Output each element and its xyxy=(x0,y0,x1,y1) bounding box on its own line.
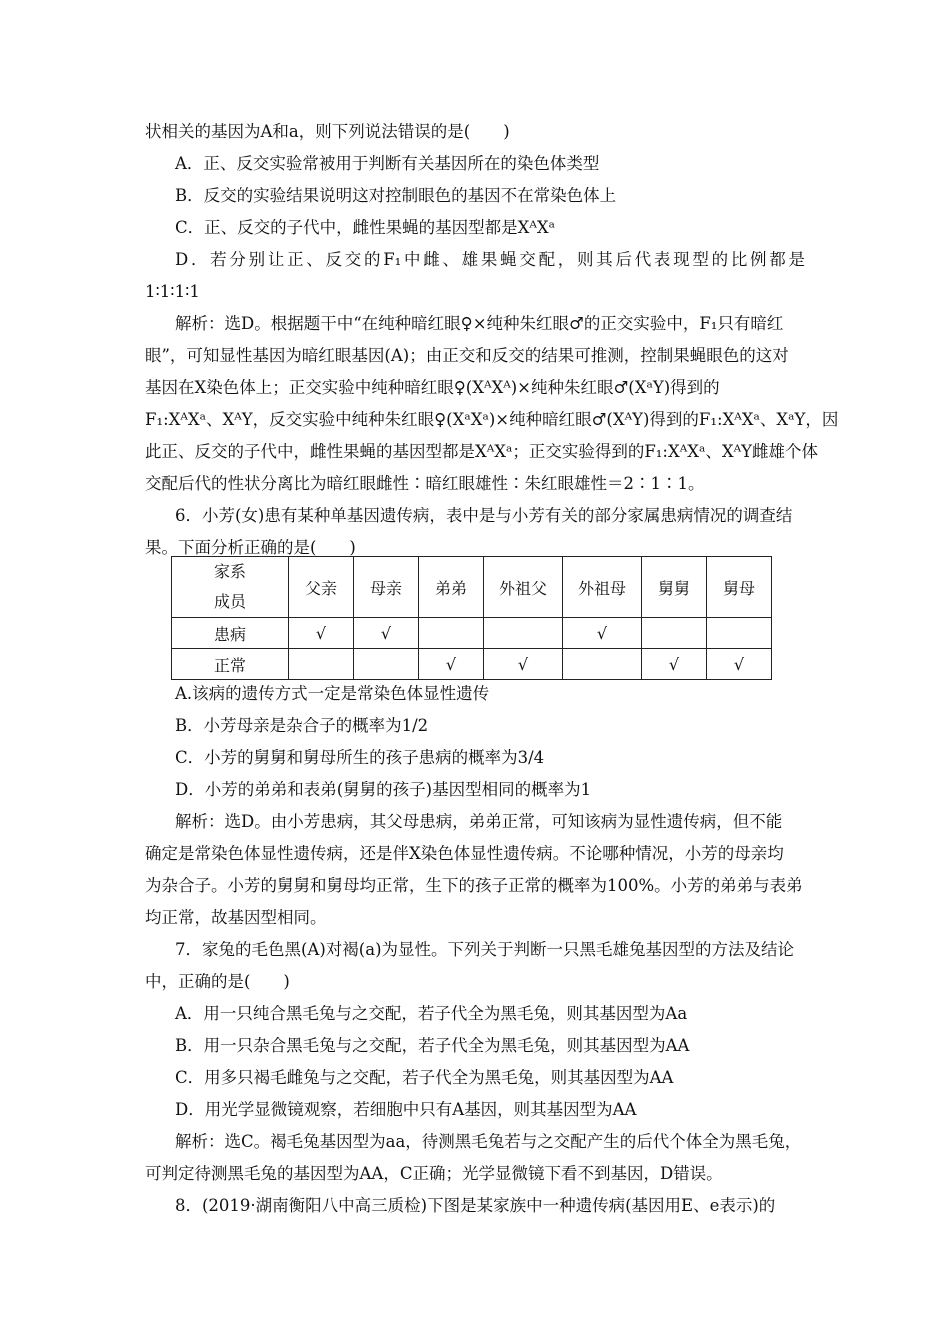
option-b: B．小芳母亲是杂合子的概率为1/2 xyxy=(175,716,429,735)
table-cell: √ xyxy=(484,649,563,680)
analysis: 解析：选D。根据题干中“在纯种暗红眼♀×纯种朱红眼♂的正交实验中，F₁只有暗红 xyxy=(175,314,784,333)
option-d: D．用光学显微镜观察，若细胞中只有A基因，则其基因型为AA xyxy=(175,1100,637,1119)
table-cell: √ xyxy=(642,649,707,680)
text-line: 均正常，故基因型相同。 xyxy=(145,908,327,927)
text-line: 眼”，可知显性基因为暗红眼基因(A)；由正交和反交的结果可推测，控制果蝇眼色的这对 xyxy=(145,346,789,365)
table-header-cell: 外祖母 xyxy=(563,557,642,618)
table-row xyxy=(172,649,772,680)
table-header-cell: 外祖父 xyxy=(484,557,563,618)
table-cell: √ xyxy=(707,649,772,680)
option-c: C．小芳的舅舅和舅母所生的孩子患病的概率为3/4 xyxy=(175,748,545,767)
text-line: 中，正确的是( ) xyxy=(145,972,290,991)
text-line: 可判定待测黑毛兔的基因型为AA，C正确；光学显微镜下看不到基因，D错误。 xyxy=(145,1164,723,1183)
table-header-cell: 弟弟 xyxy=(419,557,484,618)
text-line: 基因在X染色体上；正交实验中纯种暗红眼♀(XᴬXᴬ)×纯种朱红眼♂(XᵃY)得到的 xyxy=(145,378,720,397)
table-cell xyxy=(484,618,563,649)
question-8: 8．(2019·湖南衡阳八中高三质检)下图是某家族中一种遗传病(基因用E、e表示)的 xyxy=(175,1196,776,1215)
question-6: 6．小芳(女)患有某种单基因遗传病，表中是与小芳有关的部分家属患病情况的调查结 xyxy=(175,506,793,525)
table-cell xyxy=(707,618,772,649)
option-a: A．正、反交实验常被用于判断有关基因所在的染色体类型 xyxy=(175,154,600,173)
table-cell xyxy=(642,618,707,649)
table-cell: √ xyxy=(354,618,419,649)
option-b: B．反交的实验结果说明这对控制眼色的基因不在常染色体上 xyxy=(175,186,617,205)
table-header-cell: 母亲 xyxy=(354,557,419,618)
option-c: C．用多只褐毛雌兔与之交配，若子代全为黑毛兔，则其基因型为AA xyxy=(175,1068,674,1087)
table-cell xyxy=(354,649,419,680)
option-a: A.该病的遗传方式一定是常染色体显性遗传 xyxy=(175,684,490,703)
table-header-cell: 舅母 xyxy=(707,557,772,618)
text-line: F₁:XᴬXᵃ、XᴬY，反交实验中纯种朱红眼♀(XᵃXᵃ)×纯种暗红眼♂(XᴬY)得到的F₁:XᴬXᵃ、XᵃY，因 xyxy=(145,410,839,429)
option-d: D．小芳的弟弟和表弟(舅舅的孩子)基因型相同的概率为1 xyxy=(175,780,592,799)
text-line: 交配后代的性状分离比为暗红眼雌性∶暗红眼雄性∶朱红眼雄性＝2∶1∶1。 xyxy=(145,474,705,493)
analysis: 解析：选C。褐毛兔基因型为aa，待测黑毛兔若与之交配产生的后代个体全为黑毛兔， xyxy=(175,1132,802,1151)
option-c: C．正、反交的子代中，雌性果蝇的基因型都是XᴬXᵃ xyxy=(175,218,555,237)
table-cell xyxy=(289,649,354,680)
table-cell: √ xyxy=(289,618,354,649)
row-label: 患病 xyxy=(172,618,289,649)
row-label: 正常 xyxy=(172,649,289,680)
table-header-cell: 舅舅 xyxy=(642,557,707,618)
text-line: 果。下面分析正确的是( ) xyxy=(145,538,356,557)
option-b: B．用一只杂合黑毛兔与之交配，若子代全为黑毛兔，则其基因型为AA xyxy=(175,1036,690,1055)
text-line: 为杂合子。小芳的舅舅和舅母均正常，生下的孩子正常的概率为100%。小芳的弟弟与表弟 xyxy=(145,876,803,895)
table-cell xyxy=(563,649,642,680)
table-row xyxy=(172,618,772,649)
option-a: A．用一只纯合黑毛兔与之交配，若子代全为黑毛兔，则其基因型为Aa xyxy=(175,1004,688,1023)
table-cell: √ xyxy=(563,618,642,649)
text-line: 1∶1∶1∶1 xyxy=(145,282,200,301)
table-header-cell: 父亲 xyxy=(289,557,354,618)
text-line: 状相关的基因为A和a，则下列说法错误的是( ) xyxy=(145,122,510,141)
table-header-cell: 家系 成员 xyxy=(172,557,289,618)
question-7: 7．家兔的毛色黑(A)对褐(a)为显性。下列关于判断一只黑毛雄兔基因型的方法及结论 xyxy=(175,940,794,959)
analysis: 解析：选D。由小芳患病，其父母患病，弟弟正常，可知该病为显性遗传病，但不能 xyxy=(175,812,783,831)
text-line: 此正、反交的子代中，雌性果蝇的基因型都是XᴬXᵃ；正交实验得到的F₁:XᴬXᵃ、XᴬY雌雄个体 xyxy=(145,442,818,461)
table-cell xyxy=(419,618,484,649)
text-line: 确定是常染色体显性遗传病，还是伴X染色体显性遗传病。不论哪种情况，小芳的母亲均 xyxy=(145,844,784,863)
option-d: D．若分别让正、反交的F₁中雌、雄果蝇交配，则其后代表现型的比例都是 xyxy=(175,250,805,269)
family-table xyxy=(171,556,772,680)
table-cell: √ xyxy=(419,649,484,680)
